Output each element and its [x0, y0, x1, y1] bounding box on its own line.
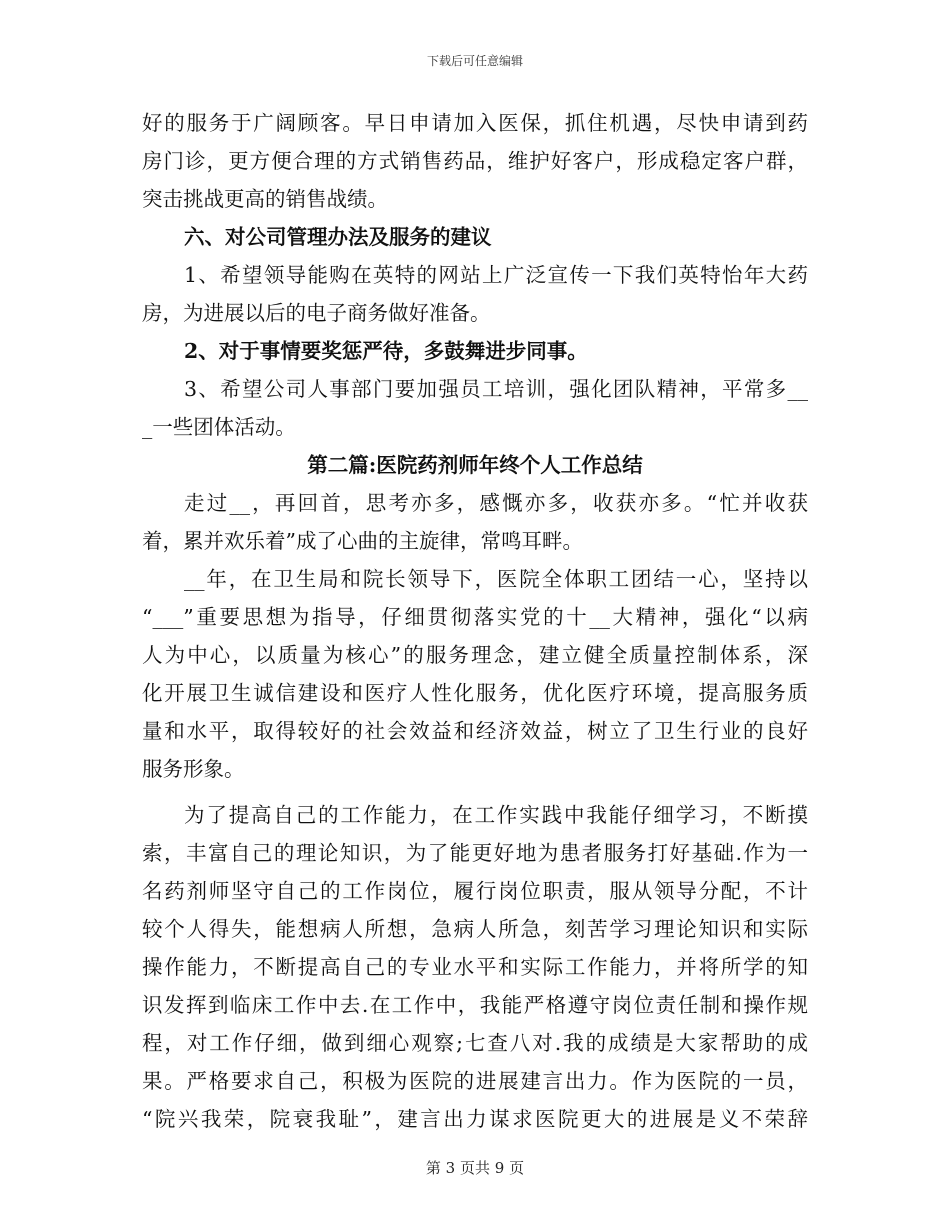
- paragraph-line: 量和水平，取得较好的社会效益和经济效益，树立了卫生行业的良好: [142, 719, 808, 743]
- paragraph-line: __年，在卫生局和院长领导下，医院全体职工团结一心，坚持以: [184, 567, 808, 591]
- paragraph-line: 3、希望公司人事部门要加强员工培训，强化团队精神，平常多__: [184, 377, 808, 401]
- document-body: [142, 104, 808, 1138]
- paragraph-line: 走过__，再回首，思考亦多，感慨亦多，收获亦多。“忙并收获: [184, 491, 808, 515]
- paragraph-line: 房门诊，更方便合理的方式销售药品，维护好客户，形成稳定客户群，: [142, 149, 808, 173]
- paragraph-line: 着，累并欢乐着”成了心曲的主旋律，常鸣耳畔。: [142, 529, 583, 553]
- paragraph-line: 名药剂师坚守自己的工作岗位，履行岗位职责，服从领导分配，不计: [142, 879, 808, 903]
- paragraph-line: 程，对工作仔细，做到细心观察;七查八对.我的成绩是大家帮助的成: [142, 1031, 808, 1055]
- paragraph-line: 1、希望领导能购在英特的网站上广泛宣传一下我们英特怡年大药: [184, 263, 808, 287]
- paragraph-line: _一些团体活动。: [142, 415, 296, 439]
- paragraph-line: 化开展卫生诚信建设和医疗人性化服务，优化医疗环境，提高服务质: [142, 681, 808, 705]
- paragraph-line: “___”重要思想为指导，仔细贯彻落实党的十__大精神，强化“以病: [142, 605, 808, 629]
- chapter-title: 第二篇:医院药剂师年终个人工作总结: [307, 453, 643, 477]
- page-footer: 第 3 页共 9 页: [425, 1159, 525, 1177]
- paragraph-line: 识发挥到临床工作中去.在工作中，我能严格遵守岗位责任制和操作规: [142, 993, 808, 1017]
- paragraph-line: 房，为进展以后的电子商务做好准备。: [142, 301, 491, 325]
- paragraph-line: 较个人得失，能想病人所想，急病人所急，刻苦学习理论知识和实际: [142, 917, 808, 941]
- paragraph-line: 服务形象。: [142, 757, 245, 781]
- paragraph-line: 好的服务于广阔顾客。早日申请加入医保，抓住机遇，尽快申请到药: [142, 111, 808, 135]
- section-heading: 六、对公司管理办法及服务的建议: [184, 225, 492, 249]
- paragraph-line: 突击挑战更高的销售战绩。: [142, 187, 388, 211]
- paragraph-line: 操作能力，不断提高自己的专业水平和实际工作能力，并将所学的知: [142, 955, 808, 979]
- paragraph-line: 果。严格要求自己，积极为医院的进展建言出力。作为医院的一员，: [142, 1069, 808, 1093]
- paragraph-line: “院兴我荣，院衰我耻”，建言出力谋求医院更大的进展是义不荣辞: [142, 1107, 808, 1131]
- paragraph-line: 索，丰富自己的理论知识，为了能更好地为患者服务打好基础.作为一: [142, 841, 808, 865]
- paragraph-line: 人为中心，以质量为核心”的服务理念，建立健全质量控制体系，深: [142, 643, 808, 667]
- page-header: 下载后可任意编辑: [426, 54, 523, 68]
- paragraph-line: 为了提高自己的工作能力，在工作实践中我能仔细学习，不断摸: [184, 803, 808, 827]
- section-heading: 2、对于事情要奖惩严待，多鼓舞进步同事。: [184, 339, 588, 363]
